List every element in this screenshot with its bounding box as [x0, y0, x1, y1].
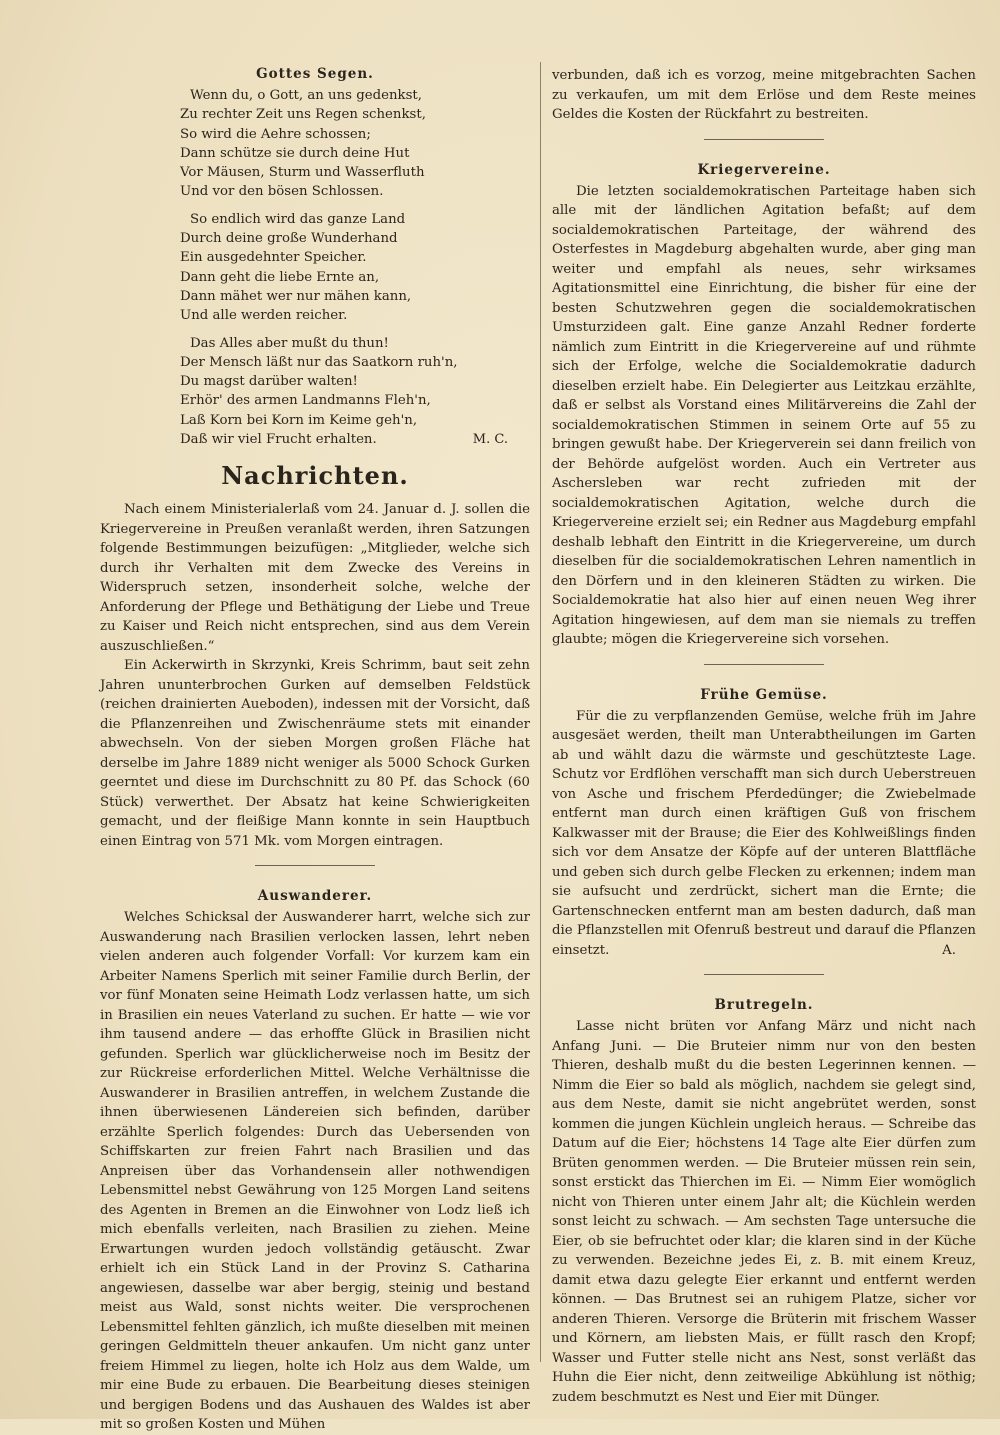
section-divider	[704, 664, 824, 665]
vegetables-signature: A.	[942, 943, 956, 958]
poem-stanza-2	[100, 210, 530, 326]
brooding-paragraph: Lasse nicht brüten vor Anfang März und nicht nach Anfang Juni. — Die Bruteier nimm nur von den besten Thieren, deshalb mußt du die besten Legerinnen kennen. — Nimm die Eier so bald als möglich, nachdem sie gelegt sind, aus dem Neste, damit sie nicht angebrütet werden, sonst kommen die jungen Küchlein ungleich heraus. — Schreibe das Datum auf die Eier; höchstens 14 Tage alte Eier dürfen zum Brüten genommen werden. — Die Bruteier müssen rein sein, sonst erstickt das Thierchen im Ei. — Nimm Eier womöglich nicht von Thieren unter einem Jahr alt; die Küchlein werden sonst leicht zu schwach. — Am sechsten Tage untersuche die Eier, ob sie befruchtet oder klar; die klaren sind in der Küche zu verwenden. Bezeichne jedes Ei, z. B. mit einem Kreuz, damit etwa dazu gelegte Eier erkannt und entfernt werden können. — Das Brutnest sei an ruhigem Platze, sicher vor anderen Thieren. Versorge die Brüterin mit frischem Wasser und Körnern, am liebsten Mais, er füllt rasch den Kropf; Wasser und Futter stelle nicht ans Nest, sonst verläßt das Huhn die Eier nicht, denn zeitweilige Abkühlung ist nöthig; zudem beschmutzt es Nest und Eier mit Dünger.	[552, 1019, 976, 1405]
vegetables-paragraph: Für die zu verpflanzenden Gemüse, welche früh im Jahre ausgesäet werden, theilt man Unterabtheilungen im Garten ab und wählt dazu die wärmste und geschützteste Lage. Schutz vor Erdflöhen verschafft man sich durch Ueberstreuen von Asche und frischem Pferdedünger; die Zwiebelmade entfernt man durch einen kräftigen Guß von frischem Kalkwasser mit der Brause; die Eier des Kohlweißlings finden sich vor dem Ansatze der Köpfe auf der unteren Blattfläche und geben sich durch gelbe Flecken zu erkennen; indem man sie aufsucht und zerdrückt, sichert man die Ernte; die Gartenschnecken entfernt man am besten dadurch, daß man die Pflanzstellen mit Ofenruß bestreut und darauf die Pflanzen einsetzt.	[552, 708, 976, 958]
section-divider	[255, 865, 375, 866]
verse-line: Du magst darüber walten!	[180, 374, 358, 390]
verse-line: Dann mähet wer nur mähen kann,	[180, 288, 412, 304]
verse-line: Und alle werden reicher.	[180, 308, 348, 324]
verse-line: Der Mensch läßt nur das Saatkorn ruh'n,	[180, 354, 458, 370]
poem-stanza-3	[100, 334, 530, 450]
right-column	[552, 66, 976, 1407]
section-divider	[704, 139, 824, 140]
emigrants-title: Auswanderer.	[257, 888, 373, 905]
verse-line: Dann schütze sie durch deine Hut	[180, 145, 410, 161]
verse-line: Dann geht die liebe Ernte an,	[180, 269, 380, 285]
verse-line: Das Alles aber mußt du thun!	[190, 335, 389, 351]
news-heading: Nachrichten.	[221, 461, 409, 491]
verse-line: Laß Korn bei Korn im Keime geh'n,	[180, 412, 418, 428]
veterans-paragraph: Die letzten socialdemokratischen Parteitage haben sich alle mit der ländlichen Agitation befaßt; auf dem socialdemokratischen Parteitage, der während des Osterfestes in Magdeburg abgehalten wurde, aber ging man weiter und empfahl als neues, sehr wirksames Agitationsmittel eine Einrichtung, die bisher für eine der besten Schutzwehren gegen die socialdemokratischen Umsturzideen galt. Eine ganze Anzahl Redner forderte nämlich zum Eintritt in die Kriegervereine auf und rühmte sich der Erfolge, welche die Socialdemokratie dadurch dieselben erzielt habe. Ein Delegierter aus Leitzkau erzählte, daß er selbst als Vorstand eines Militärvereins die Zahl der socialdemokratischen Stimmen in seinem Orte auf 55 zu bringen gewußt habe. Der Kriegerverein sei dann freilich von der Behörde aufgelöst worden. Auch ein Vertreter aus Aschersleben war recht zufrieden mit der socialdemokratischen Agitation, welche durch die Kriegervereine erzielt sei; ein Redner aus Magdeburg empfahl deshalb lebhaft den Eintritt in die Kriegervereine, um durch dieselben für die socialdemokratischen Lehren namentlich in den Dörfern und in den kleineren Städten zu wirken. Die Socialdemokratie hat also hier auf einen neuen Weg ihrer Agitation hingewiesen, auf dem man sie niemals zu treffen glaubte; mögen die Kriegervereine sich vorsehen.	[552, 183, 976, 647]
poem-stanza-1	[100, 86, 530, 202]
news-paragraph: Ein Ackerwirth in Skrzynki, Kreis Schrimm, baut seit zehn Jahren ununterbrochen Gurken auf demselben Feldstück (reichen drainierten Aueboden), indessen mit der Vorsicht, daß die Pflanzenreihen und Zwischenräume stets mit einander abwechseln. Von der sieben Morgen großen Fläche hat derselbe im Jahre 1889 nicht weniger als 5000 Schock Gurken geerntet und diese im Durchschnitt zu 80 Pf. das Schock (60 Stück) verwerthet. Der Absatz hat keine Schwierigkeiten gemacht, und der fleißige Mann konnte in sein Hauptbuch einen Eintrag von 571 Mk. vom Morgen eintragen.	[100, 658, 530, 849]
brooding-title: Brutregeln.	[714, 997, 814, 1013]
news-paragraph: Nach einem Ministerialerlaß vom 24. Januar d. J. sollen die Kriegervereine in Preußen veranlaßt werden, ihren Satzungen folgende Bestimmungen beizufügen: „Mitglieder, welche sich durch ihr Verhalten mit dem Zwecke des Vereins in Widerspruch setzen, insonderheit solche, welche der Anforderung der Pflege und Bethätigung der Liebe und Treue zu Kaiser und Reich nicht entsprechen, sind aus dem Verein auszuschließen.“	[100, 502, 530, 654]
verse-line: Ein ausgedehnter Speicher.	[180, 250, 367, 266]
emigrants-continuation: verbunden, daß ich es vorzog, meine mitgebrachten Sachen zu verkaufen, um mit dem Erlöse und dem Reste meines Geldes die Kosten der Rückfahrt zu bestreiten.	[552, 68, 976, 122]
verse-line: Erhör' des armen Landmanns Fleh'n,	[180, 393, 431, 409]
column-divider	[540, 62, 541, 1362]
verse-line: Durch deine große Wunderhand	[180, 231, 398, 247]
poem-title: Gottes Segen.	[256, 66, 374, 82]
verse-line-final	[100, 430, 530, 449]
verse-line: So endlich wird das ganze Land	[190, 211, 406, 227]
verse-line: Zu rechter Zeit uns Regen schenkst,	[180, 107, 426, 123]
verse-line: Wenn du, o Gott, an uns gedenkst,	[190, 88, 423, 103]
left-column	[100, 66, 530, 1435]
section-divider	[704, 974, 824, 975]
verse-line: Vor Mäusen, Sturm und Wasserfluth	[180, 165, 425, 181]
verse-line: Und vor den bösen Schlossen.	[180, 184, 384, 200]
verse-line: So wird die Aehre schossen;	[180, 126, 371, 142]
veterans-title: Kriegervereine.	[697, 161, 831, 178]
poem-signature: M. C.	[472, 432, 508, 448]
poem-section	[100, 66, 530, 449]
verse-text: Daß wir viel Frucht erhalten.	[180, 432, 377, 448]
vegetables-title: Frühe Gemüse.	[700, 686, 828, 703]
emigrants-paragraph: Welches Schicksal der Auswanderer harrt, welche sich zur Auswanderung nach Brasilien verlocken lassen, lehrt neben vielen anderen auch folgender Vorfall: Vor kurzem kam ein Arbeiter Namens Sperlich mit seiner Familie durch Berlin, der vor fünf Monaten seine Heimath Lodz verlassen hatte, um sich in Brasilien ein neues Vaterland zu suchen. Er hatte — wie vor ihm tausend andere — das erhoffte Glück in Brasilien nicht gefunden. Sperlich war glücklicherweise noch im Besitz der zur Rückreise erforderlichen Mittel. Welche Verhältnisse die Auswanderer in Brasilien antreffen, in welchem Zustande die ihnen überwiesenen Ländereien sich befinden, darüber erzählte Sperlich folgendes: Durch das Uebersenden von Schiffskarten zur freien Fahrt nach Brasilien und das Anpreisen über das Vorhandensein aller nothwendigen Lebensmittel nebst Gewährung von 125 Morgen Land seitens des Agenten in Bremen an die Einwohner von Lodz ließ ich mich ebenfalls verleiten, nach Brasilien zu ziehen. Meine Erwartungen wurden jedoch vollständig getäuscht. Zwar erhielt ich ein Stück Land in der Provinz S. Catharina angewiesen, dasselbe war aber bergig, steinig und bestand meist aus Wald, sonst nichts weiter. Die versprochenen Lebensmittel fehlten gänzlich, ich mußte dieselben mit meinen geringen Geldmitteln theuer ankaufen. Um nicht ganz unter freiem Himmel zu liegen, holte ich Holz aus dem Walde, um mir eine Bude zu erbauen. Die Bearbeitung dieses steinigen und bergigen Bodens und das Aushauen des Waldes ist aber mit so großen Kosten und Mühen	[100, 910, 530, 1433]
